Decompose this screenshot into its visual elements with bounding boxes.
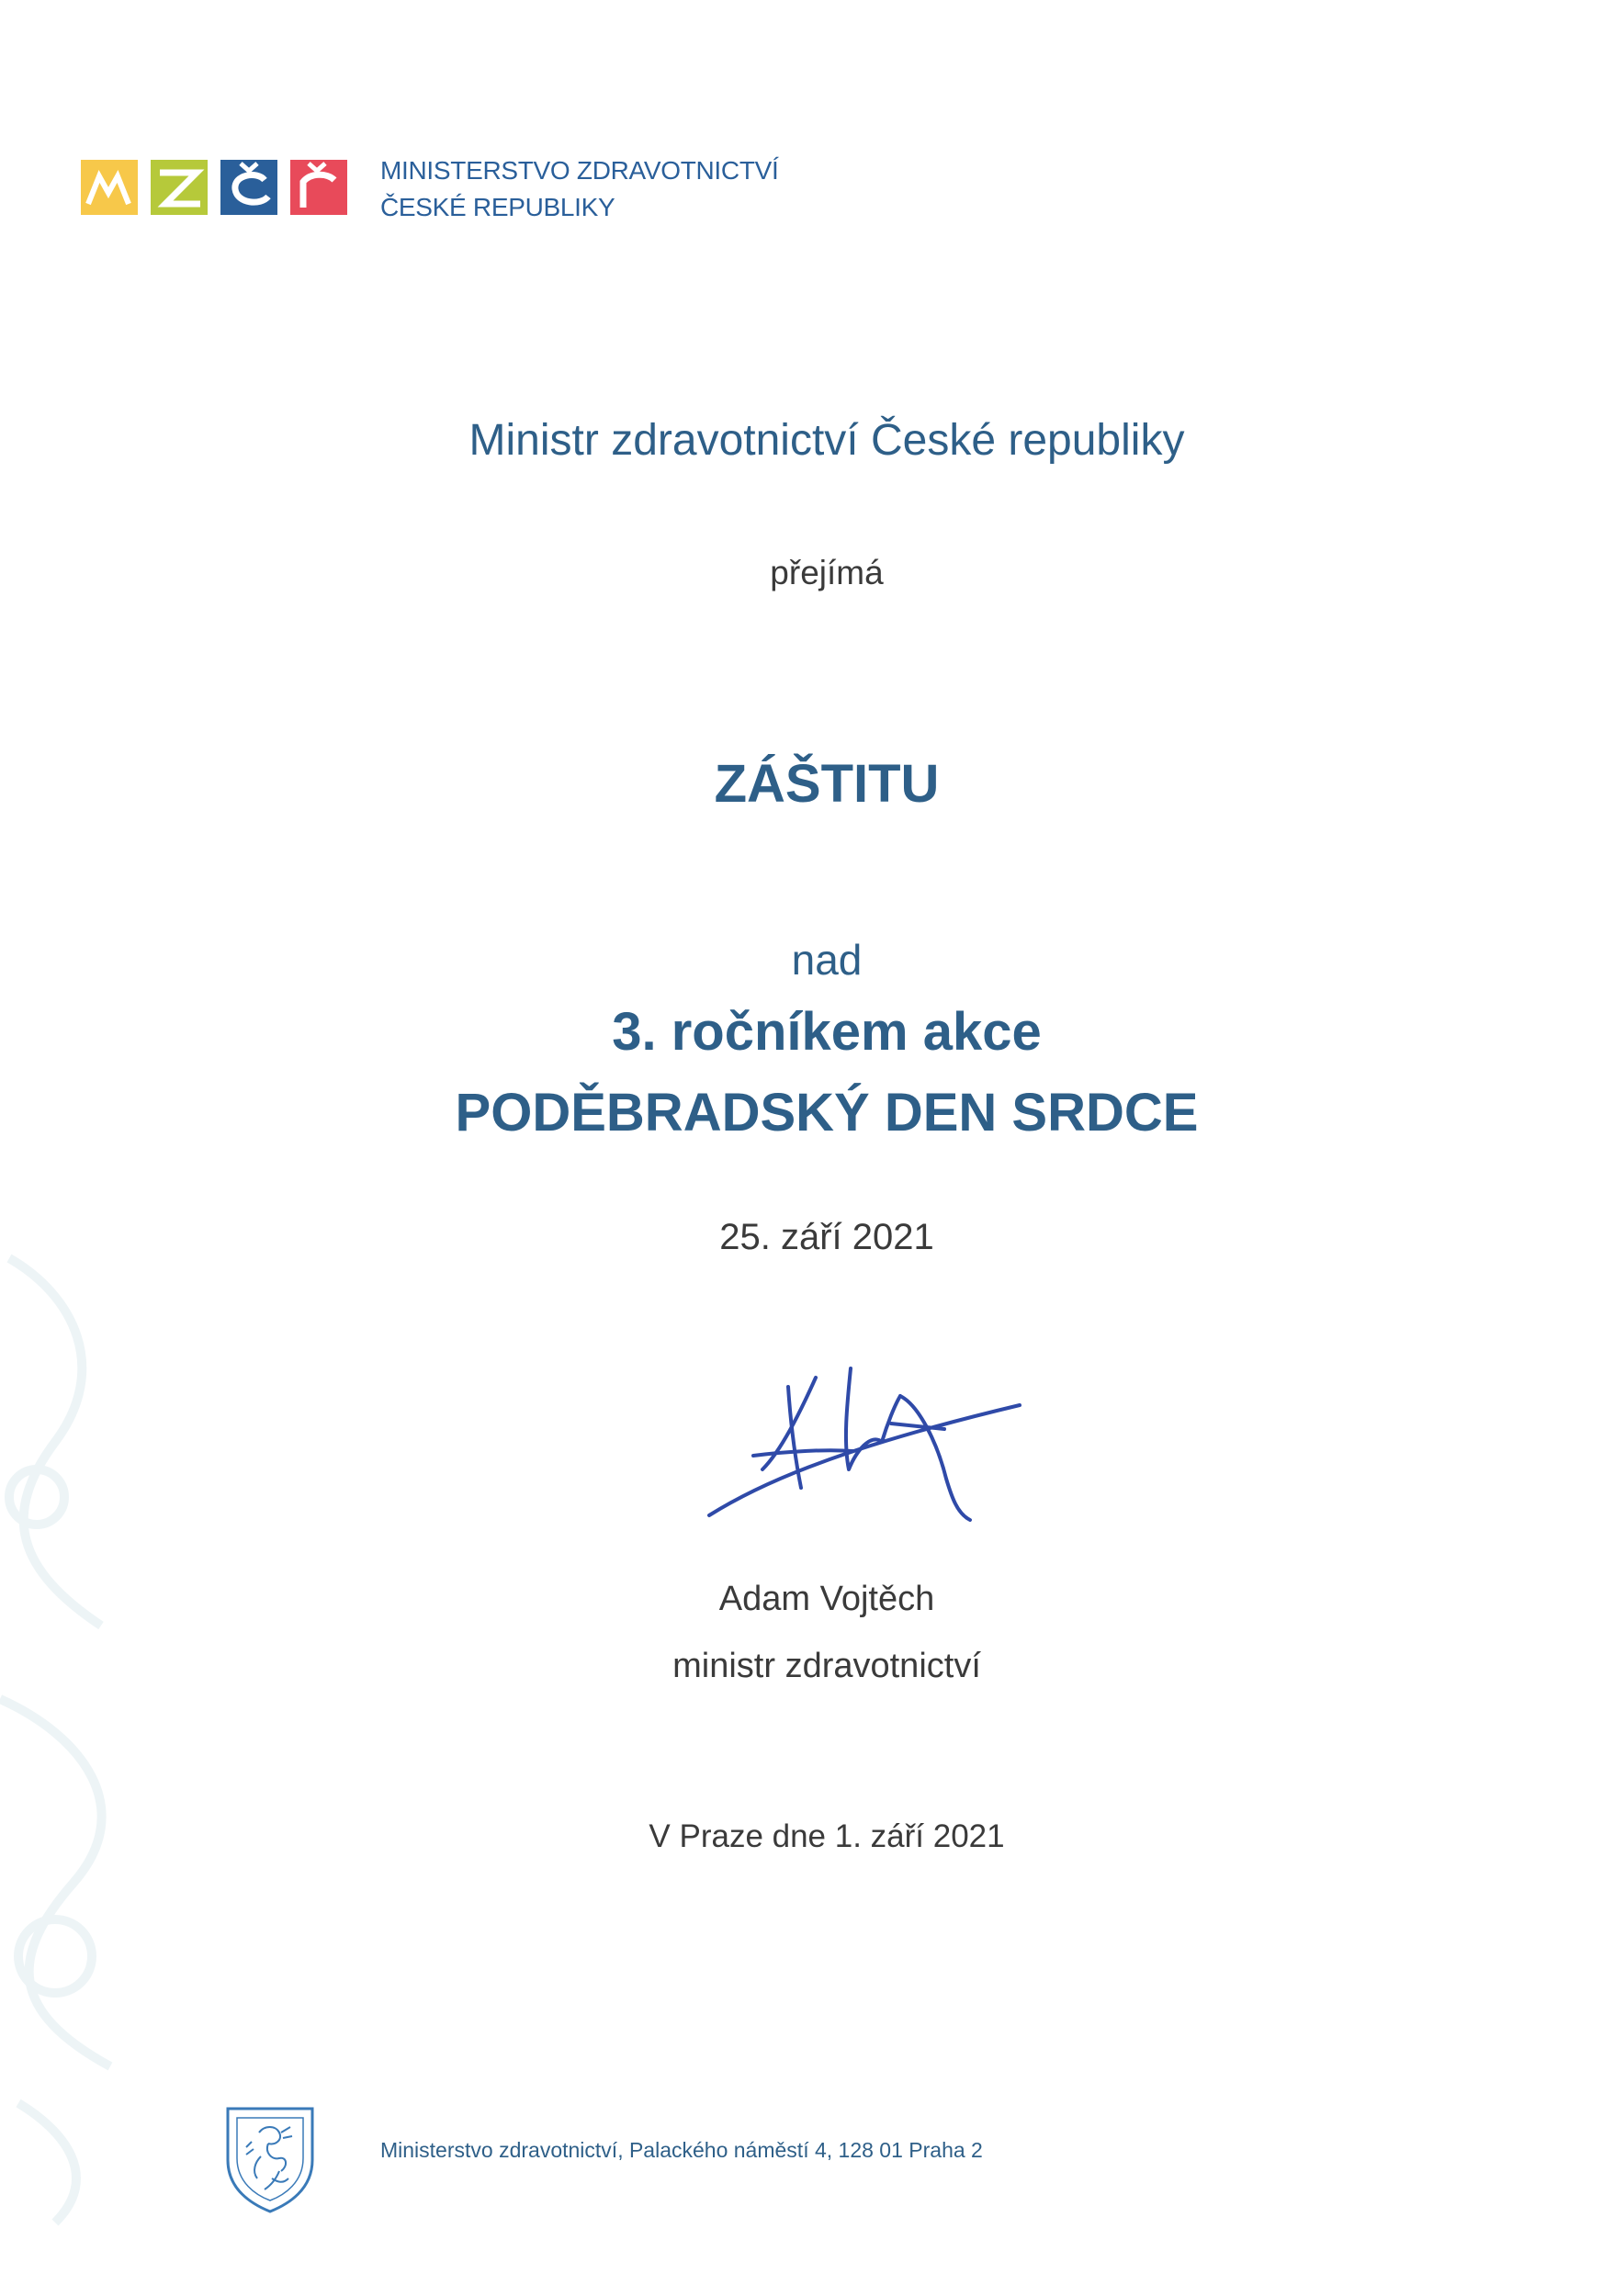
signer-name: Adam Vojtěch [718, 1580, 935, 1618]
event-name: PODĚBRADSKÝ DEN SRDCE [455, 1083, 1199, 1142]
ministry-name-line1: MINISTERSTVO ZDRAVOTNICTVÍ [380, 156, 779, 185]
watermark-decoration-icon [0, 1221, 211, 2232]
event-date: 25. září 2021 [719, 1217, 934, 1257]
preposition-text: nad [791, 936, 863, 984]
edition-text: 3. ročníkem akce [612, 1002, 1042, 1062]
patronage-title: ZÁŠTITU [714, 754, 940, 814]
footer-address: Ministerstvo zdravotnictví, Palackého náměstí 4, 128 01 Praha 2 [380, 2138, 983, 2162]
ministry-name [380, 152, 778, 226]
verb-text: přejímá [770, 554, 884, 591]
ministry-logo-icon [81, 156, 353, 219]
signature-icon [698, 1350, 1038, 1534]
ministry-name-line2: ČESKÉ REPUBLIKY [380, 193, 615, 221]
czech-coat-of-arms-icon [224, 2105, 316, 2215]
signer-role: ministr zdravotnictví [672, 1647, 981, 1685]
issuer-title: Ministr zdravotnictví České republiky [468, 416, 1185, 465]
place-date: V Praze dne 1. září 2021 [649, 1818, 1005, 1854]
